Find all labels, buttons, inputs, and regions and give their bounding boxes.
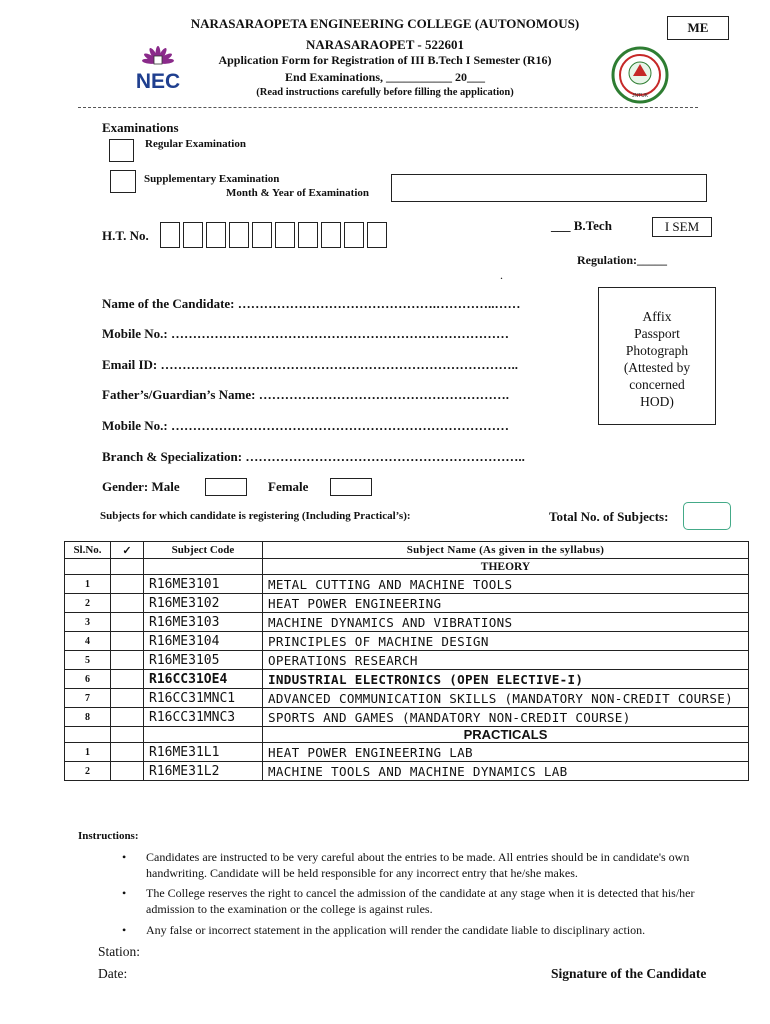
- svg-text:NEC: NEC: [135, 70, 181, 93]
- row-slno: 5: [65, 651, 111, 670]
- month-year-field[interactable]: [391, 174, 707, 202]
- male-checkbox[interactable]: [205, 478, 247, 496]
- regular-exam-label: Regular Examination: [145, 138, 246, 150]
- table-row: [65, 708, 749, 727]
- practicals-section: [65, 727, 749, 743]
- station-label: Station:: [98, 944, 141, 959]
- email-field[interactable]: Email ID: ………………………………………………………………………..: [102, 357, 518, 372]
- supplementary-exam-checkbox[interactable]: [110, 170, 136, 193]
- row-checkbox[interactable]: [111, 651, 144, 670]
- ht-digit-box[interactable]: [321, 222, 341, 248]
- row-subject-name: OPERATIONS RESEARCH: [263, 651, 749, 670]
- row-subject-name: MACHINE TOOLS AND MACHINE DYNAMICS LAB: [263, 762, 749, 781]
- ht-digit-box[interactable]: [229, 222, 249, 248]
- row-subject-code: R16CC31MNC3: [144, 708, 263, 727]
- row-subject-code: R16ME31L2: [144, 762, 263, 781]
- form-title: Application Form for Registration of III B.Tech I Semester (R16): [218, 53, 552, 67]
- ht-digit-box[interactable]: [252, 222, 272, 248]
- table-row: [65, 689, 749, 708]
- empty-cell: [65, 559, 111, 575]
- row-slno: 2: [65, 762, 111, 781]
- row-subject-name: MACHINE DYNAMICS AND VIBRATIONS: [263, 613, 749, 632]
- branch-code-box: ME: [667, 16, 729, 40]
- row-subject-code: R16ME3103: [144, 613, 263, 632]
- nec-logo-icon: [120, 42, 196, 94]
- empty-cell: [111, 559, 144, 575]
- photo-text-line: (Attested by: [623, 360, 691, 375]
- table-row: [65, 575, 749, 594]
- nec-logo: [120, 42, 196, 94]
- total-subjects-field[interactable]: [683, 502, 731, 530]
- gender-male-label: Gender: Male: [102, 479, 180, 494]
- ht-digit-box[interactable]: [367, 222, 387, 248]
- header-subject-name: Subject Name (As given in the syllabus): [263, 542, 749, 559]
- college-city: NARASARAOPET - 522601: [306, 37, 464, 52]
- photo-text-line: Affix: [642, 309, 672, 324]
- row-checkbox[interactable]: [111, 575, 144, 594]
- guardian-mobile-field[interactable]: Mobile No.: ……………………………………………………………………: [102, 418, 509, 433]
- btech-label: ___ B.Tech: [551, 218, 612, 233]
- photo-text-line: Photograph: [625, 343, 689, 358]
- row-subject-code: R16ME31L1: [144, 743, 263, 762]
- table-row: [65, 613, 749, 632]
- row-subject-name: INDUSTRIAL ELECTRONICS (OPEN ELECTIVE-I): [263, 670, 749, 689]
- dot-mark: .: [500, 268, 503, 282]
- seal-icon: [611, 46, 669, 104]
- row-checkbox[interactable]: [111, 594, 144, 613]
- header-divider: [78, 107, 698, 108]
- empty-cell: [65, 727, 111, 743]
- candidate-name-field[interactable]: Name of the Candidate: ……………………………………….…………..……: [102, 296, 521, 311]
- subjects-table: [64, 541, 749, 781]
- row-slno: 4: [65, 632, 111, 651]
- photo-text-line: HOD): [640, 394, 674, 409]
- row-subject-name: ADVANCED COMMUNICATION SKILLS (MANDATORY NON-CREDIT COURSE): [263, 689, 749, 708]
- ht-number-label: H.T. No.: [102, 228, 149, 243]
- practicals-section-label: PRACTICALS: [263, 727, 749, 743]
- row-slno: 6: [65, 670, 111, 689]
- row-slno: 2: [65, 594, 111, 613]
- instruction-1: Candidates are instructed to be very careful about the entries to be made. All entries should be in candidate's own handwriting. Candidate will be held responsible for any incorrect entry that he/she makes.: [146, 850, 690, 880]
- instructions-title: Instructions:: [78, 830, 139, 842]
- exam-line: End Examinations, ___________ 20___: [284, 70, 486, 84]
- ht-digit-box[interactable]: [183, 222, 203, 248]
- gender-female-label: Female: [268, 479, 309, 494]
- header-slno: Sl.No.: [65, 542, 111, 559]
- instruction-2: The College reserves the right to cancel the admission of the candidate at any stage when it is detected that his/her admission to the examination or the college is against rules.: [146, 886, 695, 916]
- row-slno: 1: [65, 743, 111, 762]
- header-subject-code: Subject Code: [144, 542, 263, 559]
- table-row: [65, 743, 749, 762]
- theory-section: [65, 559, 749, 575]
- row-subject-code: R16CC31MNC1: [144, 689, 263, 708]
- bullet-2: •: [122, 886, 127, 900]
- row-slno: 7: [65, 689, 111, 708]
- svg-text:JNTUK: JNTUK: [631, 93, 649, 99]
- university-seal: [611, 46, 669, 104]
- theory-section-label: THEORY: [263, 559, 749, 575]
- row-subject-code: R16CC31OE4: [144, 670, 263, 689]
- table-row: [65, 632, 749, 651]
- header-check-icon: ✓: [111, 542, 144, 559]
- month-year-label: Month & Year of Examination: [226, 187, 369, 199]
- bullet-3: •: [122, 923, 127, 937]
- photo-text-line: Passport: [634, 326, 680, 341]
- ht-digit-box[interactable]: [160, 222, 180, 248]
- row-checkbox[interactable]: [111, 632, 144, 651]
- row-subject-name: METAL CUTTING AND MACHINE TOOLS: [263, 575, 749, 594]
- row-slno: 3: [65, 613, 111, 632]
- table-row: [65, 594, 749, 613]
- total-subjects-label: Total No. of Subjects:: [549, 509, 669, 524]
- row-checkbox[interactable]: [111, 670, 144, 689]
- ht-digit-box[interactable]: [275, 222, 295, 248]
- ht-digit-box[interactable]: [344, 222, 364, 248]
- regulation-label: Regulation:_____: [577, 253, 667, 267]
- subjects-label: Subjects for which candidate is registering (Including Practical’s):: [100, 510, 411, 522]
- supplementary-exam-label: Supplementary Examination: [144, 173, 280, 185]
- examinations-title: Examinations: [102, 120, 179, 135]
- table-row: [65, 651, 749, 670]
- ht-digit-box[interactable]: [298, 222, 318, 248]
- female-checkbox[interactable]: [330, 478, 372, 496]
- row-slno: 1: [65, 575, 111, 594]
- college-name: NARASARAOPETA ENGINEERING COLLEGE (AUTONOMOUS): [190, 16, 580, 31]
- semester-box: I SEM: [652, 217, 712, 237]
- row-checkbox[interactable]: [111, 689, 144, 708]
- instruction-3: Any false or incorrect statement in the application will render the candidate liable to disciplinary action.: [146, 923, 646, 937]
- bullet-1: •: [122, 850, 127, 864]
- row-subject-name: SPORTS AND GAMES (MANDATORY NON-CREDIT COURSE): [263, 708, 749, 727]
- row-subject-code: R16ME3105: [144, 651, 263, 670]
- row-checkbox[interactable]: [111, 613, 144, 632]
- table-row: [65, 762, 749, 781]
- table-header-row: [65, 542, 749, 559]
- mobile-field[interactable]: Mobile No.: ……………………………………………………………………: [102, 326, 509, 341]
- row-checkbox[interactable]: [111, 743, 144, 762]
- row-subject-code: R16ME3101: [144, 575, 263, 594]
- guardian-name-field[interactable]: Father’s/Guardian’s Name: ………………………………………………….: [102, 387, 509, 402]
- row-subject-name: HEAT POWER ENGINEERING LAB: [263, 743, 749, 762]
- ht-digit-box[interactable]: [206, 222, 226, 248]
- photo-box: [598, 287, 716, 425]
- empty-cell: [144, 559, 263, 575]
- branch-field[interactable]: Branch & Specialization: ………………………………………………………..: [102, 449, 525, 464]
- signature-label: Signature of the Candidate: [551, 966, 707, 981]
- row-subject-name: HEAT POWER ENGINEERING: [263, 594, 749, 613]
- row-subject-code: R16ME3104: [144, 632, 263, 651]
- empty-cell: [144, 727, 263, 743]
- row-subject-code: R16ME3102: [144, 594, 263, 613]
- row-checkbox[interactable]: [111, 762, 144, 781]
- row-subject-name: PRINCIPLES OF MACHINE DESIGN: [263, 632, 749, 651]
- row-checkbox[interactable]: [111, 708, 144, 727]
- table-row: [65, 670, 749, 689]
- photo-text-line: concerned: [629, 377, 685, 392]
- row-slno: 8: [65, 708, 111, 727]
- empty-cell: [111, 727, 144, 743]
- date-label: Date:: [98, 966, 128, 981]
- read-instructions-note: (Read instructions carefully before filling the application): [256, 87, 514, 98]
- regular-exam-checkbox[interactable]: [109, 139, 134, 162]
